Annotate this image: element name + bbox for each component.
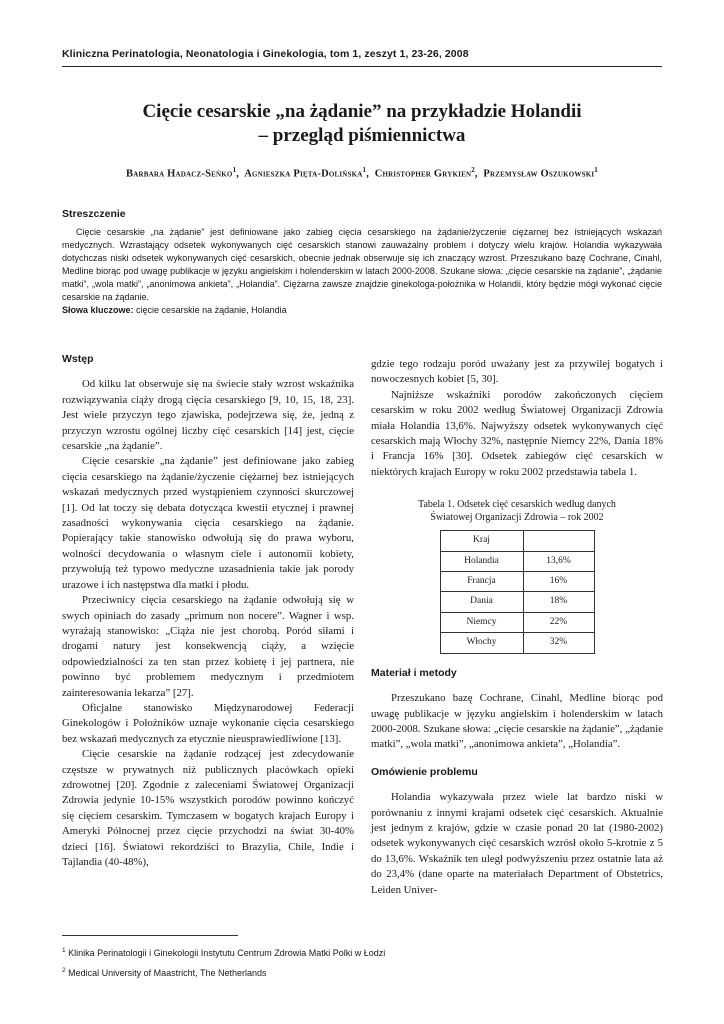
footnote-mark: 1 [62, 947, 66, 954]
running-head: Kliniczna Perinatologia, Neonatologia i Ginekologia, tom 1, zeszyt 1, 23-26, 2008 [62, 48, 469, 60]
abstract-text: Cięcie cesarskie „na żądanie” jest definiowane jako zabieg cięcia cesarskiego na żądanie/życzenie ciężarnej bez istniejących wskazań medycznych. Wzrastający odsetek wykonywanych cięć cesarskich stanowi zauważalny problem i dotyczy wielu krajów. Holandia wykazywała dotychczas niski odsetek wykonywanych cięć cesarskich, obecnie jednak obserwuje się ich znaczący wzrost. Przeszukano bazę Cochrane, Cinahl, Medline biorąc pod uwagę publikacje w języku angielskim i holenderskim w latach 2000-2008. Szukane słowa: „cięcie cesarskie na żądanie”, „żądanie matki”, „wola matki”, „anonimowa ankieta”, „Holandia”. Ciężarna zawsze znajdzie ginekologa-położnika w Holandii, który będzie mógł wykonać cięcie cesarskie na żądanie. [62, 227, 662, 302]
affiliation-mark: 2 [471, 166, 475, 174]
author-name: Christopher Grykien [374, 168, 472, 180]
table-cell-country: Niemcy [440, 612, 523, 632]
title-line-2: – przegląd piśmiennictwa [258, 125, 466, 146]
header-rule [62, 66, 662, 67]
table-caption-line-2: Światowej Organizacji Zdrowia – rok 2002 [430, 512, 604, 524]
author-name: Barbara Hadacz-Seńko [126, 168, 233, 180]
table-row [440, 592, 594, 612]
footnote-text: Klinika Perinatologii i Ginekologii Instytutu Centrum Zdrowia Matki Polki w Łodzi [68, 948, 386, 958]
section-heading-intro: Wstęp [62, 353, 94, 365]
author-name: Przemysław Oszukowski [483, 168, 595, 180]
article-title [62, 100, 662, 148]
footnote [62, 962, 662, 982]
table-caption-line-1: Tabela 1. Odsetek cięć cesarskich według danych [418, 499, 616, 511]
paragraph: Oficjalne stanowisko Międzynarodowej Federacji Ginekologów i Położników uznaje wykonanie cięcia cesarskiego bez wskazań medycznych za etycznie nieusprawiedliwione [13]. [62, 701, 354, 745]
right-column [371, 357, 663, 898]
paragraph-continuation: gdzie tego rodzaju poród uważany jest za przywilej bogatych i nowoczesnych kobiet [5, 30]. [371, 358, 663, 386]
table-header-row [440, 531, 594, 551]
paragraph: Przeszukano bazę Cochrane, Cinahl, Medline biorąc pod uwagę publikacje w języku angielskim i holenderskim w latach 2000-2008. Szukane słowa: „cięcie cesarskie na żądanie”, „żądanie matki”, „wola matki”, „anonimowa ankieta”, „Holandia”. [371, 692, 663, 751]
table-cell-value: 32% [523, 633, 594, 653]
affiliation-mark: 1 [362, 166, 367, 174]
abstract [62, 226, 662, 317]
table-cell-value: 22% [523, 612, 594, 632]
footnote [62, 942, 662, 962]
paragraph: Cięcie cesarskie „na żądanie” jest definiowane jako zabieg cięcia cesarskiego na żądanie/życzenie ciężarnej bez istniejących wskazań medycznych przed wystąpieniem czynności skurczowej [1]. Od lat toczy się debata dotycząca kwestii etycznej i prawnej zasadności wykonywania cięcia cesarskiego na żądanie. Popierający takie stanowisko odwołują się do prawa wyboru, wolności decydowania o własnym ciele i autonomii kobiety, przywołują też typowo medyczne uzasadnienia takie jak porody urazowe i ich następstwa dla matki i płodu. [62, 455, 354, 591]
table-header-value [523, 531, 594, 551]
table-header-country: Kraj [440, 531, 523, 551]
table-cell-country: Dania [440, 592, 523, 612]
footnote-mark: 2 [62, 967, 66, 974]
keywords [62, 304, 662, 317]
table-cell-country: Włochy [440, 633, 523, 653]
table-row [440, 633, 594, 653]
table-row [440, 612, 594, 632]
title-line-1: Cięcie cesarskie „na żądanie” na przykładzie Holandii [142, 101, 582, 122]
table-cell-value: 16% [523, 572, 594, 592]
table-cell-country: Holandia [440, 551, 523, 571]
author-name: Agnieszka Pięta-Dolińska [244, 168, 363, 180]
footnotes [62, 942, 662, 982]
table-row [440, 551, 594, 571]
table-row [440, 572, 594, 592]
affiliation-mark: 1 [594, 166, 598, 174]
left-column [62, 352, 354, 870]
data-table [440, 530, 595, 653]
paragraph: Od kilku lat obserwuje się na świecie stały wzrost wskaźnika rozwiązywania ciąży drogą cięcia cesarskiego [9, 10, 15, 18, 23]. Jest wiele przyczyn tego zjawiska, podejrzewa się, że, jedną z przyczyn wzrostu ogólnej liczby cięć cesarskich [14] jest, cięcie cesarskie „na żądanie”. [62, 378, 354, 453]
abstract-heading: Streszczenie [62, 208, 126, 220]
paragraph: Najniższe wskaźniki porodów zakończonych cięciem cesarskim w roku 2002 według Światowej Organizacji Zdrowia miała Holandia 13,6%. Najwyższy odsetek wykonywanych cięć cesarskich mają Włochy 32%, następnie Niemcy 22%, Dania 18% i Francja 16% [30]. Odsetek zabiegów cięć cesarskich w niektórych krajach Europy w roku 2002 przedstawia tabela 1. [371, 388, 663, 478]
table-caption [371, 498, 663, 524]
keywords-label: Słowa kluczowe: [62, 305, 134, 315]
section-heading-discussion: Omówienie problemu [371, 765, 478, 778]
footnote-rule [62, 935, 238, 936]
section-heading-methods: Materiał i metody [371, 666, 457, 679]
paragraph: Cięcie cesarskie na żądanie rodzącej jest zdecydowanie częstsze w prywatnych niż publicznych placówkach opieki zdrowotnej [20]. Zgodnie z zaleceniami Światowej Organizacji Zdrowia jedynie 10-15% wszystkich porodów powinno kończyć się cięciem cesarskim. Tymczasem w bogatych krajach Europy i Ameryki Północnej przez cięcie przychodzi na świat 30-40% dzieci [16]. Światowi rekordziści to Brazylia, Chile, Indie i Tajlandia (40-48%), [62, 748, 354, 868]
footnote-text: Medical University of Maastricht, The Netherlands [68, 968, 267, 978]
author-list: Barbara Hadacz-Seńko$^1$, Agnieszka Pięta-Dolińska$^1$, Christopher Grykien$^2$, Przemysław Oszukowski$^1$ [126, 166, 598, 180]
table-cell-country: Francja [440, 572, 523, 592]
table-cell-value: 13,6% [523, 551, 594, 571]
keywords-text: cięcie cesarskie na żądanie, Holandia [136, 305, 287, 315]
table-cell-value: 18% [523, 592, 594, 612]
affiliation-mark: 1 [232, 166, 237, 174]
paragraph: Holandia wykazywała przez wiele lat bardzo niski w porównaniu z innymi krajami odsetek cięć cesarskich. Aktualnie jest jednym z krajów, gdzie w czasie ponad 20 lat (1980-2002) odsetek wykonywanych cięć cesarskich wzrósł około 5-krotnie z 5 do 13,6%. Wskaźnik ten uległ podwyższeniu przez ostatnie lata aż do 23,4% (dane oparte na materiałach Department of Obstetrics, Leiden Univer- [371, 791, 663, 896]
paragraph: Przeciwnicy cięcia cesarskiego na żądanie odwołują się w swych opiniach do zasady „primum non nocere”. Wagner i wsp. wyrażają stanowisko: „Ciąża nie jest chorobą. Poród siłami i drogami natury jest konsekwencją ciąży, a wzięcie odpowiedzialności za ten stan przez kobietę i jej partnera, nie powinno być problemem medycznym i przedmiotem zainteresowania lekarza” [27]. [62, 594, 354, 699]
